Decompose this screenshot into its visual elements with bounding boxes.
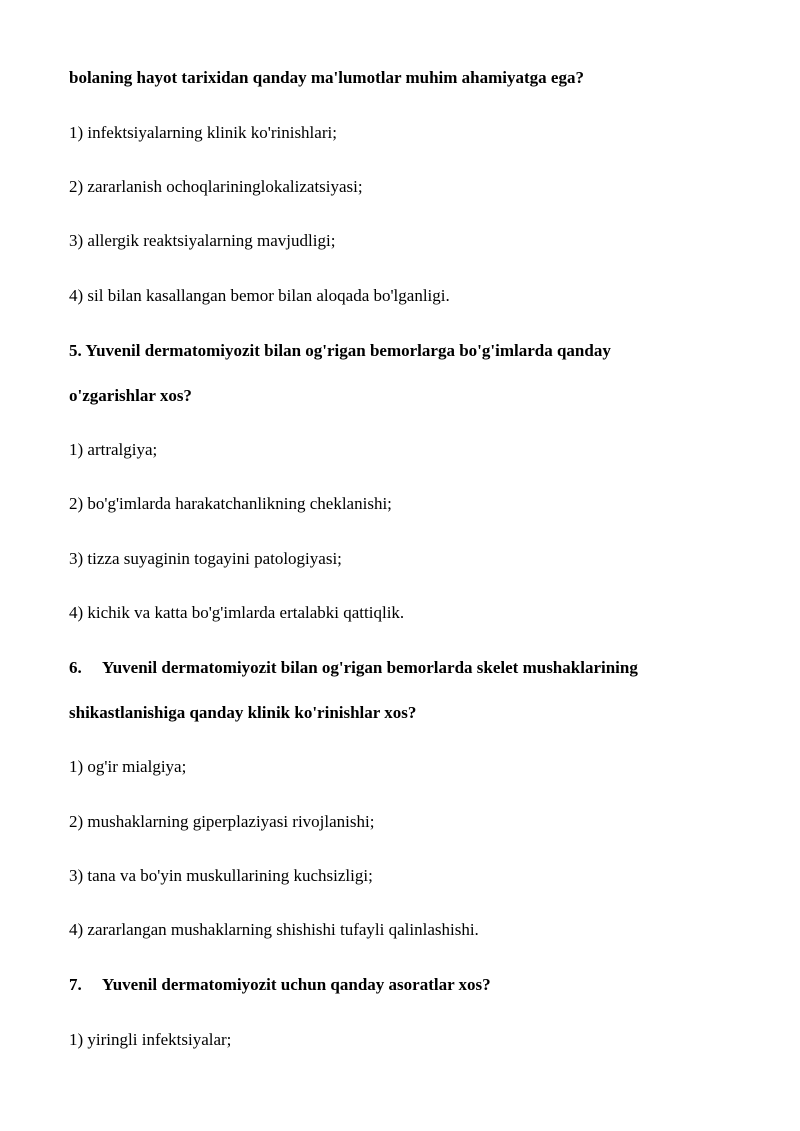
question-6-number: 6. xyxy=(69,658,82,677)
question-5-title: 5. Yuvenil dermatomiyozit bilan og'rigan bemorlarga bo'g'imlarda qanday xyxy=(69,341,611,360)
question-4-continuation: bolaning hayot tarixidan qanday ma'lumotlar muhim ahamiyatga ega? xyxy=(69,68,584,87)
q5-option-1: 1) artralgiya; xyxy=(69,440,158,459)
q6-option-3: 3) tana va bo'yin muskullarining kuchsizligi; xyxy=(69,866,373,885)
question-7-title xyxy=(69,974,491,996)
question-6-title xyxy=(69,657,638,679)
q6-option-1: 1) og'ir mialgiya; xyxy=(69,757,187,776)
q6-option-2: 2) mushaklarning giperplaziyasi rivojlanishi; xyxy=(69,812,375,831)
q7-option-1: 1) yiringli infektsiyalar; xyxy=(69,1030,232,1049)
question-6-text: Yuvenil dermatomiyozit bilan og'rigan bemorlarda skelet mushaklarining xyxy=(102,658,638,677)
question-7-text: Yuvenil dermatomiyozit uchun qanday asoratlar xos? xyxy=(102,975,491,994)
question-5-title-continued: o'zgarishlar xos? xyxy=(69,386,192,405)
q4-option-4: 4) sil bilan kasallangan bemor bilan aloqada bo'lganligi. xyxy=(69,286,450,305)
q6-option-4: 4) zararlangan mushaklarning shishishi tufayli qalinlashishi. xyxy=(69,920,479,939)
q5-option-4: 4) kichik va katta bo'g'imlarda ertalabki qattiqlik. xyxy=(69,603,405,622)
q4-option-2: 2) zararlanish ochoqlarininglokalizatsiyasi; xyxy=(69,177,363,196)
q4-option-1: 1) infektsiyalarning klinik ko'rinishlari; xyxy=(69,123,337,142)
question-6-title-continued: shikastlanishiga qanday klinik ko'rinishlar xos? xyxy=(69,703,417,722)
q4-option-3: 3) allergik reaktsiyalarning mavjudligi; xyxy=(69,231,336,250)
question-7-number: 7. xyxy=(69,975,82,994)
q5-option-3: 3) tizza suyaginin togayini patologiyasi; xyxy=(69,549,342,568)
q5-option-2: 2) bo'g'imlarda harakatchanlikning cheklanishi; xyxy=(69,494,392,513)
